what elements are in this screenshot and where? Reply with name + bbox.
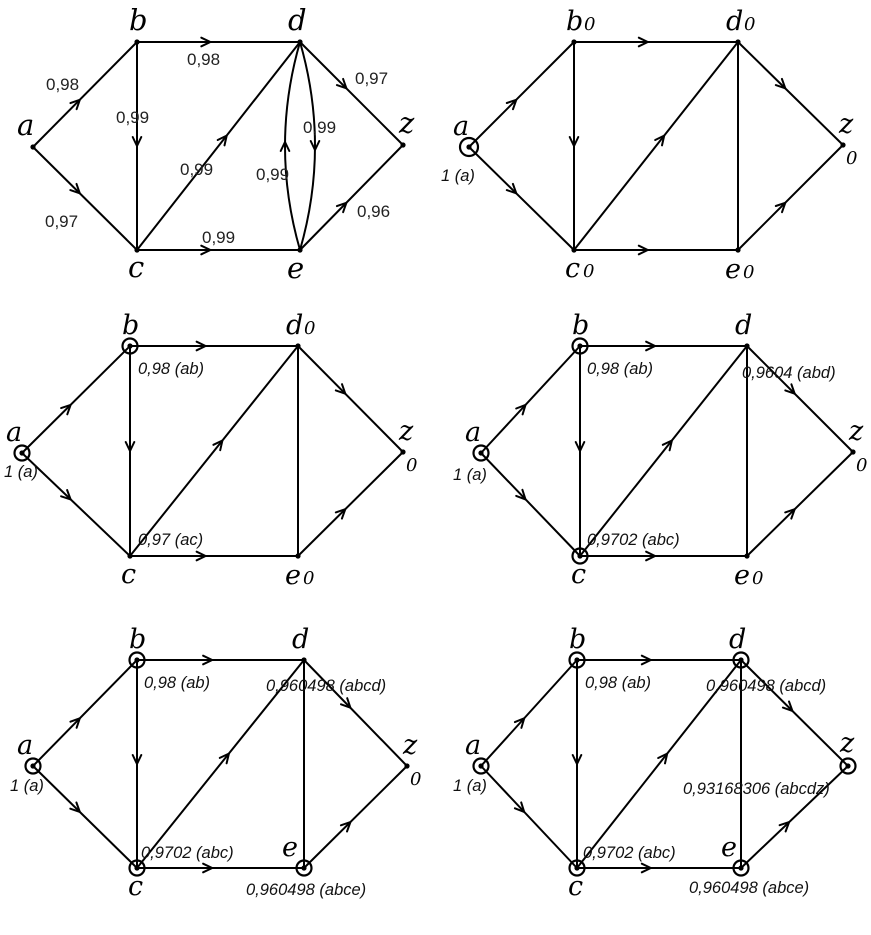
vertex-label-z: z [403,730,418,761]
vertex-label-a: a [6,417,23,448]
vertex-z-dot [404,763,409,768]
vertex-z-dot [845,763,850,768]
vertex-a-dot [478,763,483,768]
vertex-d-dot [744,343,749,348]
vertex-d-mark: 0,960498 (abcd) [266,677,387,695]
vertex-d-dot [301,657,306,662]
vertex-d-dot [295,343,300,348]
edge-ab [481,346,580,453]
vertex-a-mark: 1 (a) [4,463,38,481]
vertex-d-subscript: 0 [744,14,756,35]
edge-dz [738,42,843,145]
edge-weight-bc: 0,99 [116,108,150,127]
vertex-z-mark: 0,93168306 (abcdz) [683,780,830,798]
edge-weight-ce: 0,99 [202,228,236,247]
edge-dz [741,660,848,766]
vertex-e-dot [738,865,743,870]
vertex-c-dot [127,553,132,558]
panel-4 [453,310,867,591]
vertex-z-dot [400,142,405,147]
vertex-a-mark: 1 (a) [453,466,487,484]
vertex-label-c: c [121,559,137,590]
vertex-b-dot [134,39,139,44]
vertex-b-dot [574,657,579,662]
vertex-a-mark: 1 (a) [441,167,475,185]
panel-3 [4,310,417,591]
vertex-label-z: z [839,109,854,140]
edge-dz [298,346,403,452]
edge-weight-bd: 0,98 [187,50,221,69]
vertex-label-b: b [122,310,140,341]
vertex-e-mark: 0,960498 (abce) [246,881,367,899]
vertex-a-dot [30,144,35,149]
edge-cd [574,42,738,250]
vertex-b-dot [577,343,582,348]
vertex-c-mark: 0,9702 (abc) [587,531,680,549]
edge-weight-ac: 0,97 [45,212,79,231]
vertex-label-c: c [571,559,587,590]
vertex-c-dot [571,247,576,252]
edge-ac [481,766,577,868]
vertex-c-mark: 0,9702 (abc) [583,844,676,862]
edge-ac [22,453,130,556]
edge-ab [481,660,577,766]
vertex-b-mark: 0,98 (ab) [587,360,654,378]
edge-ab [22,346,130,453]
vertex-z-dot [840,142,845,147]
vertex-c-dot [134,865,139,870]
vertex-label-e: e [282,832,298,863]
vertex-d-subscript: 0 [304,318,316,339]
vertex-a-dot [478,450,483,455]
vertex-label-c: c [565,253,581,284]
vertex-z-subscript: 0 [406,455,418,476]
vertex-label-d: d [288,3,307,37]
vertex-label-b: b [566,6,584,37]
edge-ac [481,453,580,556]
edge-ab [33,660,137,766]
vertex-label-a: a [17,108,35,142]
edge-ez [304,766,407,868]
vertex-c-dot [577,553,582,558]
vertex-label-e: e [725,254,741,285]
vertex-label-b: b [569,624,587,655]
panel-2 [441,6,857,285]
vertex-e-dot [735,247,740,252]
edge-ez [747,452,853,556]
vertex-z-dot [400,449,405,454]
edge-ez [738,145,843,250]
vertex-d-dot [735,39,740,44]
vertex-e-subscript: 0 [303,568,315,589]
vertex-label-e: e [287,251,305,285]
vertex-label-e: e [721,832,737,863]
vertex-label-a: a [465,417,482,448]
vertex-label-c: c [128,250,145,284]
vertex-label-z: z [399,416,414,447]
vertex-b-dot [134,657,139,662]
vertex-e-mark: 0,960498 (abce) [689,879,810,897]
vertex-c-subscript: 0 [583,261,595,282]
vertex-label-d: d [735,310,753,341]
vertex-a-mark: 1 (a) [453,777,487,795]
vertex-a-mark: 1 (a) [10,777,44,795]
vertex-label-c: c [128,871,144,902]
vertex-z-subscript: 0 [846,148,858,169]
vertex-e-dot [301,865,306,870]
edge-weight-dz: 0,97 [355,69,389,88]
vertex-label-b: b [129,624,147,655]
vertex-d-dot [738,657,743,662]
vertex-z-subscript: 0 [856,455,868,476]
vertex-label-d: d [726,6,744,37]
edge-weight-de: 0,99 [303,118,337,137]
edge-ab [33,42,137,147]
vertex-label-z: z [840,728,855,759]
edge-weight-ab: 0,98 [46,75,80,94]
vertex-b-subscript: 0 [584,14,596,35]
vertex-label-e: e [285,560,301,591]
edge-weight-cd: 0,99 [180,160,214,179]
edge-ac [33,147,137,250]
vertex-b-mark: 0,98 (ab) [144,674,211,692]
vertex-b-mark: 0,98 (ab) [585,674,652,692]
vertex-c-mark: 0,9702 (abc) [141,844,234,862]
vertex-z-dot [850,449,855,454]
vertex-b-dot [571,39,576,44]
vertex-e-subscript: 0 [752,568,764,589]
vertex-a-dot [30,763,35,768]
edge-ab [469,42,574,147]
vertex-label-c: c [568,871,584,902]
vertex-label-z: z [399,106,415,140]
vertex-c-dot [574,865,579,870]
edge-dz [304,660,407,766]
edge-weight-ed: 0,99 [256,165,290,184]
edge-ac [469,147,574,250]
vertex-a-dot [19,450,24,455]
vertex-label-d: d [729,624,747,655]
vertex-label-a: a [17,730,34,761]
edge-ac [33,766,137,868]
vertex-label-a: a [453,111,470,142]
vertex-label-a: a [465,730,482,761]
edge-ez [298,452,403,556]
panel-1 [17,3,415,285]
vertex-e-dot [295,553,300,558]
vertex-label-b: b [572,310,590,341]
vertex-d-mark: 0,960498 (abcd) [706,677,827,695]
edge-dz [747,346,853,452]
vertex-d-mark: 0,9604 (abd) [742,364,836,382]
vertex-label-b: b [129,3,148,37]
vertex-label-e: e [734,560,750,591]
panel-5 [10,624,421,902]
vertex-e-dot [744,553,749,558]
vertex-c-mark: 0,97 (ac) [138,531,204,549]
vertex-z-subscript: 0 [410,769,422,790]
vertex-d-dot [297,39,302,44]
vertex-e-subscript: 0 [743,262,755,283]
vertex-b-mark: 0,98 (ab) [138,360,205,378]
vertex-a-dot [466,144,471,149]
vertex-b-dot [127,343,132,348]
vertex-label-d: d [286,310,304,341]
edge-cd [137,42,300,250]
vertex-label-d: d [292,624,310,655]
panel-6 [453,624,856,902]
vertex-label-z: z [849,416,864,447]
edge-weight-ez: 0,96 [357,202,391,221]
